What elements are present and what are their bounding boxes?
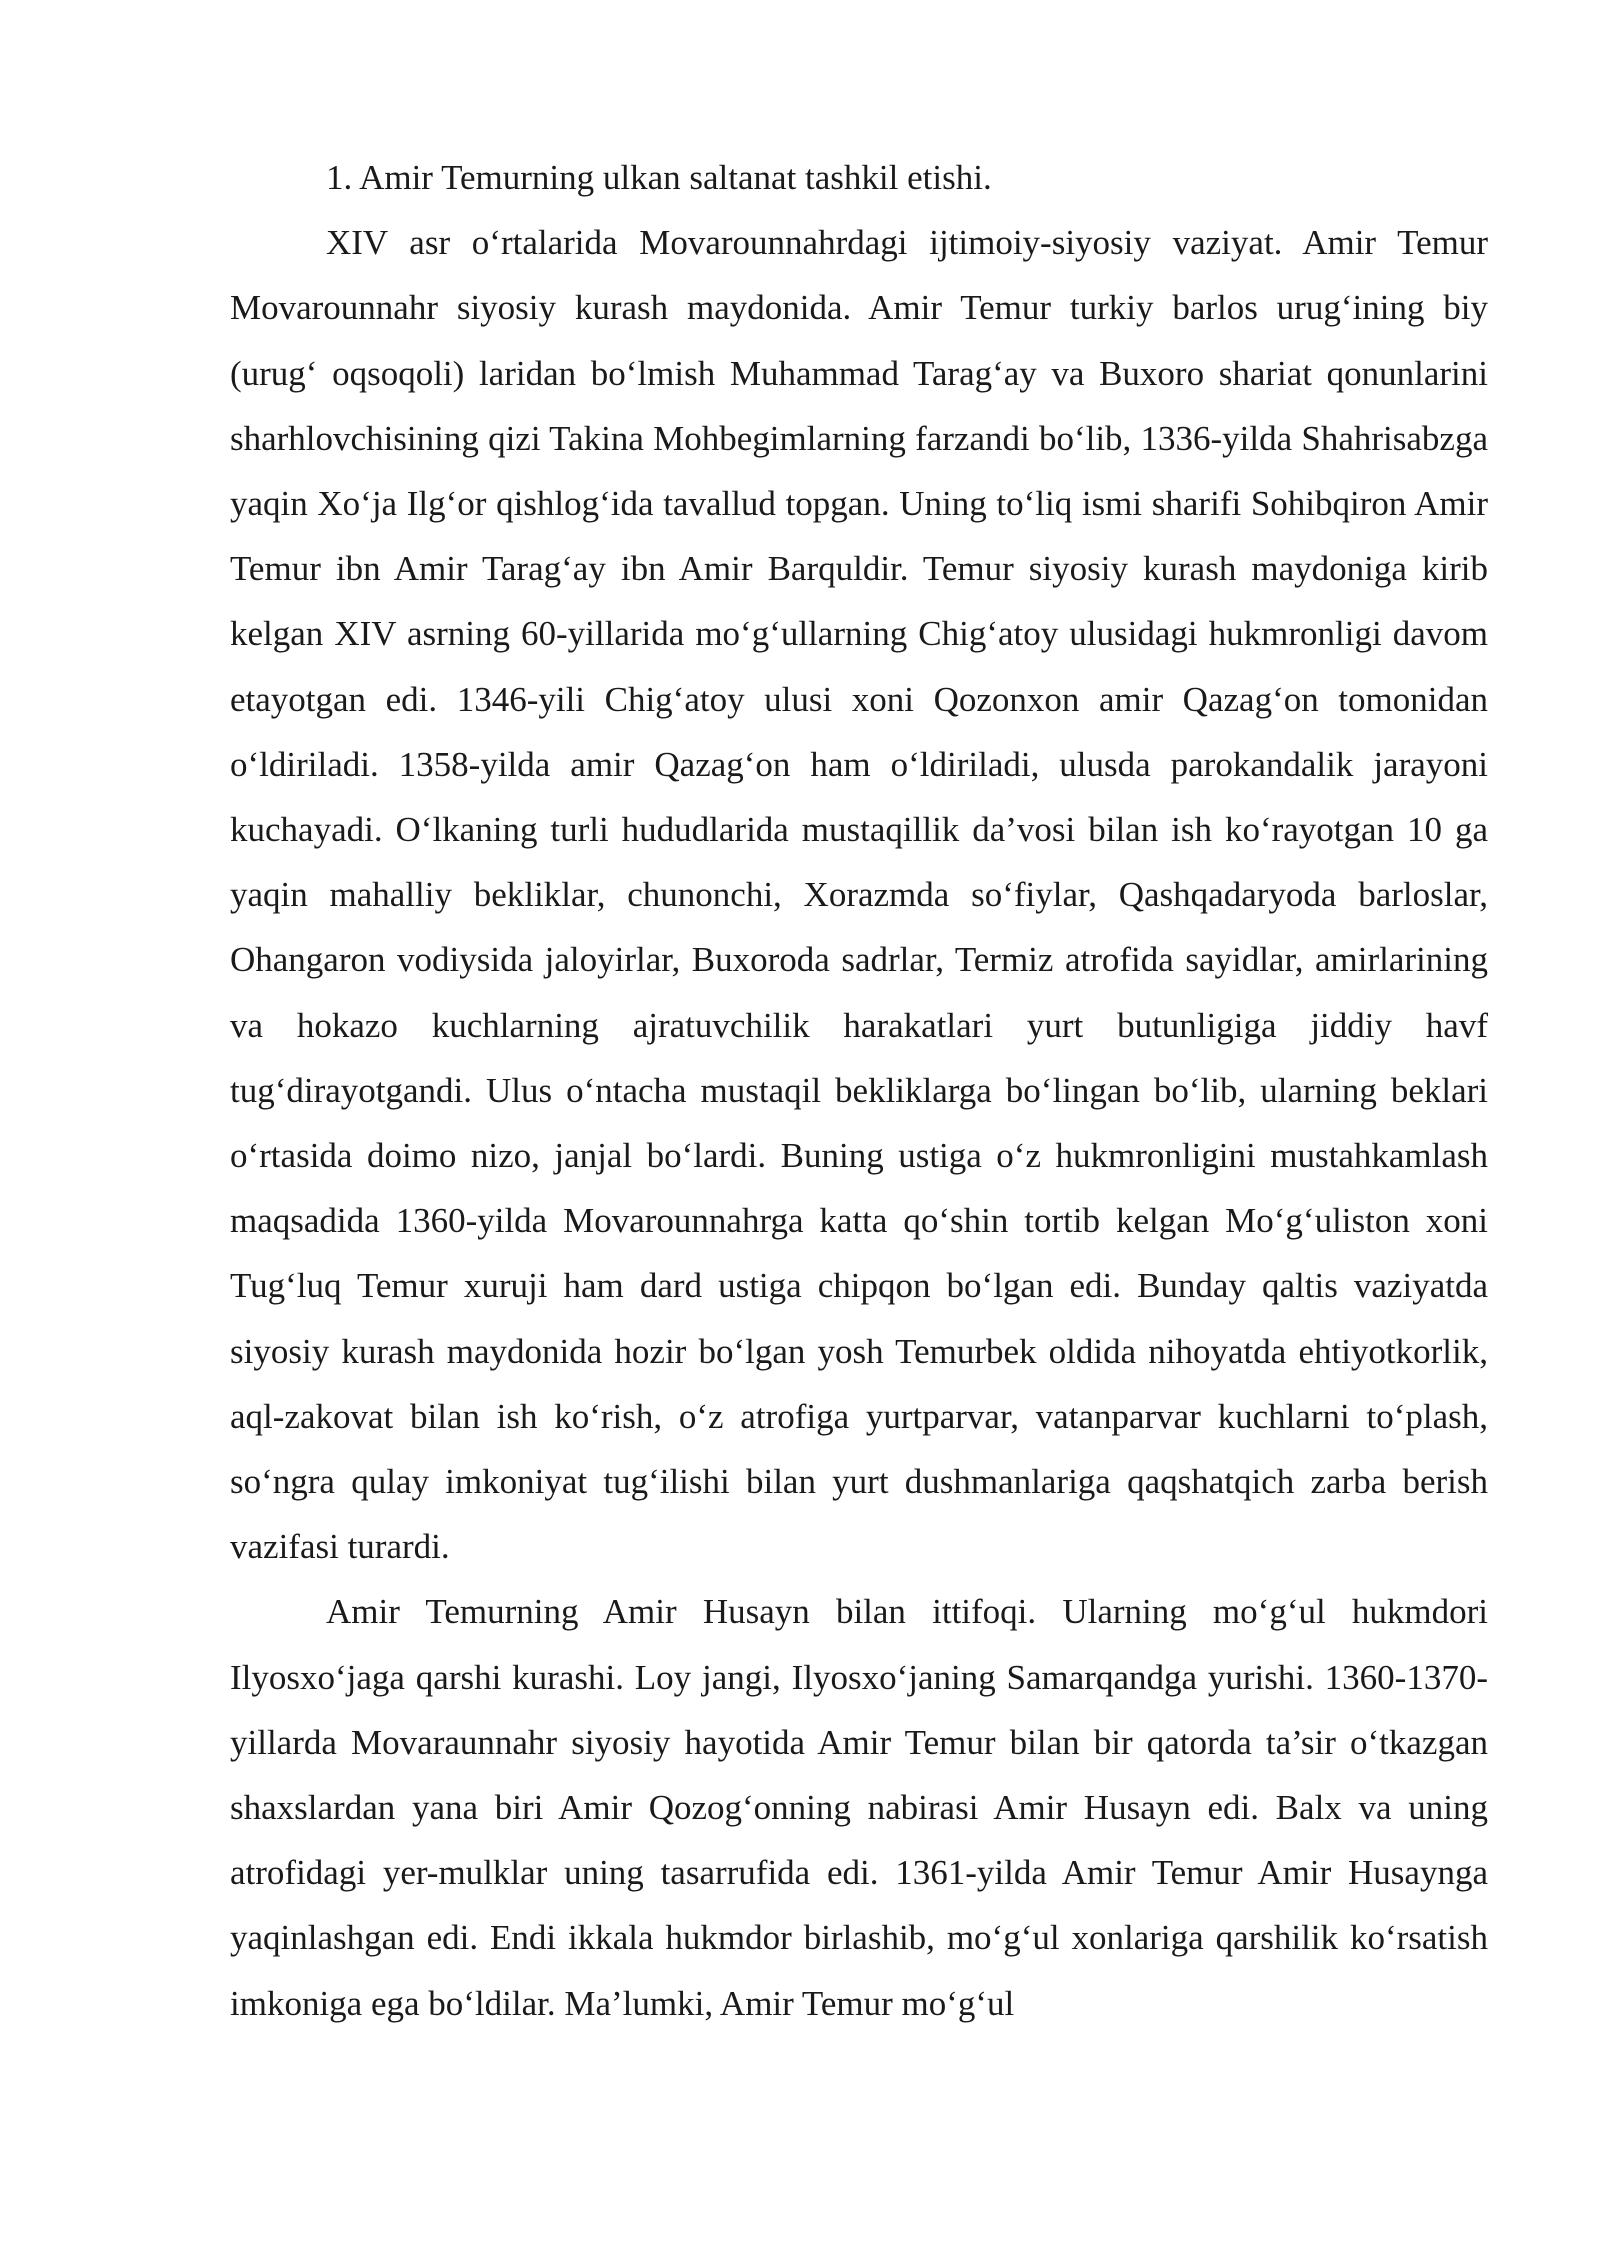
body-paragraph: XIV asr o‘rtalarida Movarounnahrdagi ijtimoiy-siyosiy vaziyat. Amir Temur Movarounnahr siyosiy kurash maydonida. Amir Temur turkiy barlos urug‘ining biy (urug‘ oqsoqoli) laridan bo‘lmish Muhammad Tarag‘ay va Buxoro shariat qonunlarini sharhlovchisining qizi Takina Mohbegimlarning farzandi bo‘lib, 1336-yilda Shahrisabzga yaqin Xo‘ja Ilg‘or qishlog‘ida tavallud topgan. Uning to‘liq ismi sharifi Sohibqiron Amir Temur ibn Amir Tarag‘ay ibn Amir Barquldir. Temur siyosiy kurash maydoniga kirib kelgan XIV asrning 60-yillarida mo‘g‘ullarning Chig‘atoy ulusidagi hukmronligi davom etayotgan edi. 1346-yili Chig‘atoy ulusi xoni Qozonxon amir Qazag‘on tomonidan o‘ldiriladi. 1358-yilda amir Qazag‘on ham o‘ldiriladi, ulusda parokandalik jarayoni kuchayadi. O‘lkaning turli hududlarida mustaqillik da’vosi bilan ish ko‘rayotgan 10 ga yaqin mahalliy bekliklar, chunonchi, Xorazmda so‘fiylar, Qashqadaryoda barloslar, Ohangaron vodiysida jaloyirlar, Buxoroda sadrlar, Termiz atrofida sayidlar, amirlarining va hokazo kuchlarning ajratuvchilik harakatlari yurt butunligiga jiddiy havf tug‘dirayotgandi. Ulus o‘ntacha mustaqil bekliklarga bo‘lingan bo‘lib, ularning beklari o‘rtasida doimo nizo, janjal bo‘lardi. Buning ustiga o‘z hukmronligini mustahkamlash maqsadida 1360-yilda Movarounnahrga katta qo‘shin tortib kelgan Mo‘g‘uliston xoni Tug‘luq Temur xuruji ham dard ustiga chipqon bo‘lgan edi. Bunday qaltis vaziyatda siyosiy kurash maydonida hozir bo‘lgan yosh Temurbek oldida nihoyatda ehtiyotkorlik, aql-zakovat bilan ish ko‘rish, o‘z atrofiga yurtparvar, vatanparvar kuchlarni to‘plash, so‘ngra qulay imkoniyat tug‘ilishi bilan yurt dushmanlariga qaqshatqich zarba berish vazifasi turardi. <box>230 223 1488 1567</box>
body-paragraph: Amir Temurning Amir Husayn bilan ittifoqi. Ularning mo‘g‘ul hukmdori Ilyosxo‘jaga qarshi kurashi. Loy jangi, Ilyosxo‘janing Samarqandga yurishi. 1360-1370-yillarda Movaraunnahr siyosiy hayotida Amir Temur bilan bir qatorda ta’sir o‘tkazgan shaxslardan yana biri Amir Qozog‘onning nabirasi Amir Husayn edi. Balx va uning atrofidagi yer-mulklar uning tasarrufida edi. 1361-yilda Amir Temur Amir Husaynga yaqinlashgan edi. Endi ikkala hukmdor birlashib, mo‘g‘ul xonlariga qarshilik ko‘rsatish imkoniga ega bo‘ldilar. Ma’lumki, Amir Temur mo‘g‘ul <box>230 1592 1488 2023</box>
document-body <box>230 145 1488 2036</box>
section-heading: 1. Amir Temurning ulkan saltanat tashkil etishi. <box>326 158 992 197</box>
